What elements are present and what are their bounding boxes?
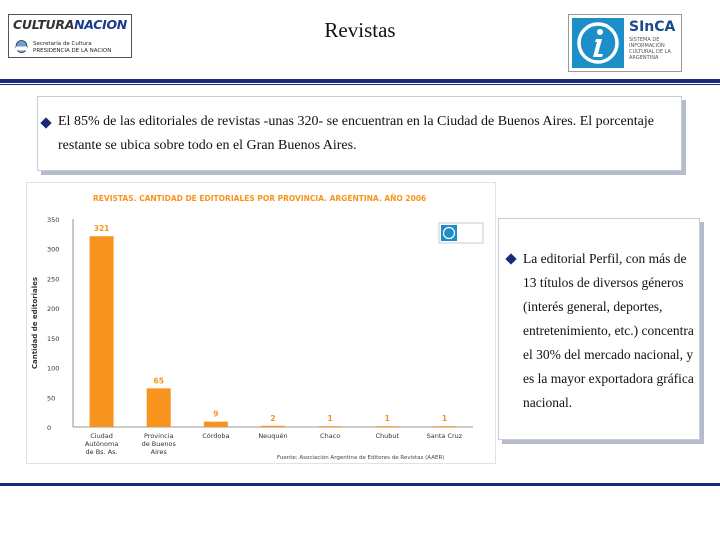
y-tick-label: 50 xyxy=(47,394,56,403)
brand-part-a: CULTURA xyxy=(13,17,75,32)
data-label: 1 xyxy=(441,414,448,424)
brand-part-b: NACION xyxy=(74,17,127,32)
chart-title: REVISTAS. CANTIDAD DE EDITORIALES POR PROVINCIA. ARGENTINA. AÑO 2006 xyxy=(93,194,427,203)
page-title: Revistas xyxy=(324,18,396,42)
data-label: 65 xyxy=(153,376,164,386)
side-note-textbox xyxy=(498,218,700,440)
bar xyxy=(147,388,171,427)
bar xyxy=(375,426,399,427)
bar xyxy=(318,426,342,427)
diamond-bullet-icon xyxy=(505,253,516,264)
y-axis-label: Cantidad de editoriales xyxy=(31,276,39,370)
x-tick-label: de Bs. As. xyxy=(85,448,118,456)
y-tick-label: 200 xyxy=(47,305,60,314)
data-label: 9 xyxy=(213,409,219,419)
data-label: 1 xyxy=(327,414,333,424)
logo-line-2: PRESIDENCIA DE LA NACION xyxy=(33,48,112,54)
data-label: 1 xyxy=(384,414,390,424)
bar xyxy=(90,236,114,427)
intro-text: El 85% de las editoriales de revistas -unas 320- se encuentran en la Ciudad de Buenos Aires. El porcentaje restante se ubica sobre todo en el Gran Buenos Aires. xyxy=(58,114,654,153)
y-tick-label: 150 xyxy=(47,334,60,343)
data-label: 2 xyxy=(270,413,276,423)
sinca-name: SInCA xyxy=(629,19,676,35)
footer-divider xyxy=(0,483,720,486)
side-note-text: La editorial Perfil, con más de 13 títulos de diversos géneros (interés general, deportes, entretenimiento, etc.) concentra el 30% del mercado nacional, y es la mayor exportadora gráfica nacional. xyxy=(523,251,694,410)
bar xyxy=(432,426,456,427)
header-divider xyxy=(0,79,720,83)
x-tick-label: Córdoba xyxy=(202,432,230,440)
x-tick-label: Aires xyxy=(150,448,167,456)
x-tick-label: Provincia xyxy=(143,432,174,440)
logo-line-1: Secretaría de Cultura xyxy=(33,41,92,47)
header-divider-thin xyxy=(0,84,720,85)
y-tick-label: 0 xyxy=(47,424,52,432)
sinca-logo xyxy=(568,14,682,72)
x-tick-label: Ciudad xyxy=(90,432,113,440)
y-tick-label: 350 xyxy=(47,216,60,224)
diamond-bullet-icon xyxy=(40,117,51,128)
y-tick-label: 300 xyxy=(47,245,60,254)
y-tick-label: 100 xyxy=(47,364,60,373)
cultura-nacion-subtitle xyxy=(33,41,111,55)
bar-chart xyxy=(26,182,496,464)
x-tick-label: Neuquén xyxy=(258,432,288,440)
x-tick-label: Chaco xyxy=(320,432,341,440)
info-icon xyxy=(572,18,624,68)
chart-source: Fuente: Asociación Argentina de Editores de Revistas (AAER) xyxy=(277,455,445,461)
x-tick-label: Chubut xyxy=(375,432,400,440)
x-tick-label: de Buenos xyxy=(141,440,176,448)
x-tick-label: Autónoma xyxy=(84,440,119,448)
bar xyxy=(204,422,228,427)
chart-canvas xyxy=(27,183,495,463)
sinca-description: SISTEMA DE INFORMACIÓN CULTURAL DE LA ARGENTINA xyxy=(629,37,671,61)
data-label: 321 xyxy=(93,224,110,234)
intro-textbox xyxy=(37,96,682,171)
y-tick-label: 250 xyxy=(47,275,60,284)
x-tick-label: Santa Cruz xyxy=(426,432,463,440)
bar xyxy=(261,426,285,427)
